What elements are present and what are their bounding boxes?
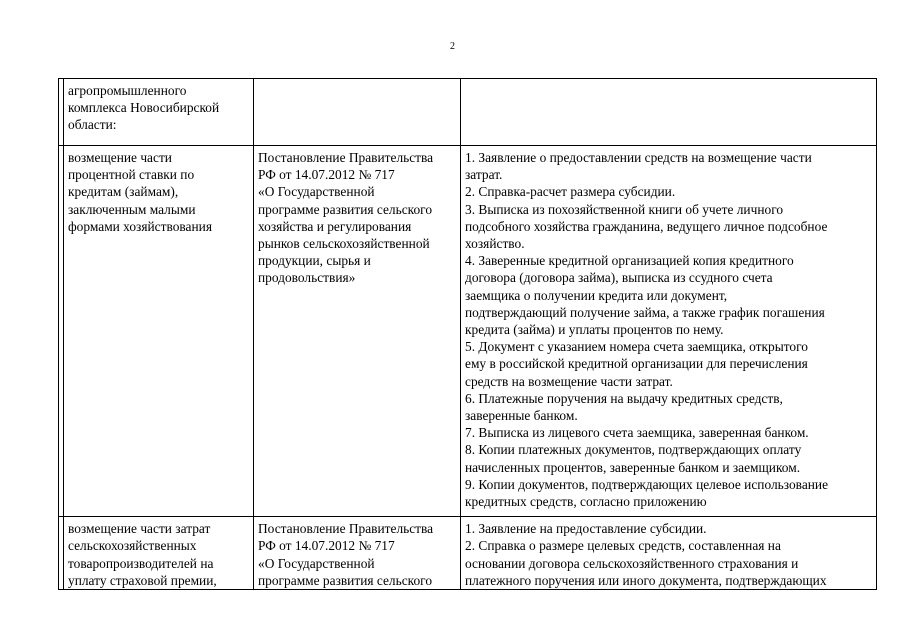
document-item: 1. Заявление о предоставлении средств на возмещение части затрат.	[465, 150, 812, 183]
basis-cell	[254, 79, 461, 146]
document-item: 2. Справка-расчет размера субсидии.	[465, 184, 676, 200]
document-item: 8. Копии платежных документов, подтверждающих оплату начисленных процентов, заверенные банком и заемщиком.	[465, 442, 802, 475]
documents-cell	[461, 79, 877, 146]
basis-text: Постановление Правительства РФ от 14.07.2012 № 717 «О Государственной программе развития сельского хозяйства и регулирования рынков сельскохозяйственной продукции, сырья и продовольствия»	[258, 150, 434, 286]
document-item: 7. Выписка из лицевого счета заемщика, заверенная банком.	[465, 425, 809, 441]
document-item: 3. Выписка из похозяйственной книги об учете личного подсобного хозяйства гражданина, ведущего личное подсобное хозяйство.	[465, 201, 828, 252]
documents-cell	[461, 146, 877, 517]
measure-cell	[64, 146, 254, 517]
table-row	[59, 146, 877, 517]
table-row	[59, 79, 877, 146]
table-row	[59, 517, 877, 590]
document-item: 2. Справка о размере целевых средств, составленная на основании договора сельскохозяйственного страхования и платежного поручения или иного документа, подтверждающих	[465, 538, 827, 588]
documents-table	[58, 78, 877, 590]
basis-text: Постановление Правительства РФ от 14.07.2012 № 717 «О Государственной программе развития сельского	[258, 521, 434, 588]
measure-cell	[64, 517, 254, 590]
page-number: 2	[450, 41, 455, 52]
measure-text: возмещение части затрат сельскохозяйственных товаропроизводителей на уплату страховой премии,	[68, 521, 217, 588]
document-item: 6. Платежные поручения на выдачу кредитных средств, заверенные банком.	[465, 390, 783, 424]
documents-cell	[461, 517, 877, 590]
measure-text: возмещение части процентной ставки по кредитам (займам), заключенным малыми формами хозяйствования	[68, 150, 212, 234]
basis-cell	[254, 517, 461, 590]
documents-list	[465, 520, 873, 589]
document-item: 1. Заявление на предоставление субсидии.	[465, 521, 707, 537]
document-item: 9. Копии документов, подтверждающих целевое использование кредитных средств, согласно приложению	[465, 476, 829, 510]
document-item: 4. Заверенные кредитной организацией копия кредитного договора (договора займа), выписка из ссудного счета заемщика о получении кредита или документ, подтверждающий получение займа, а также график погашения кредита (займа) и уплаты процентов по нему.	[465, 253, 825, 338]
measure-cell	[64, 79, 254, 146]
measure-text: агропромышленного комплекса Новосибирской области:	[68, 83, 220, 133]
document-item: 5. Документ с указанием номера счета заемщика, открытого ему в российской кредитной организации для перечисления средств на возмещение части затрат.	[465, 339, 808, 389]
documents-list	[465, 149, 873, 510]
basis-cell	[254, 146, 461, 517]
